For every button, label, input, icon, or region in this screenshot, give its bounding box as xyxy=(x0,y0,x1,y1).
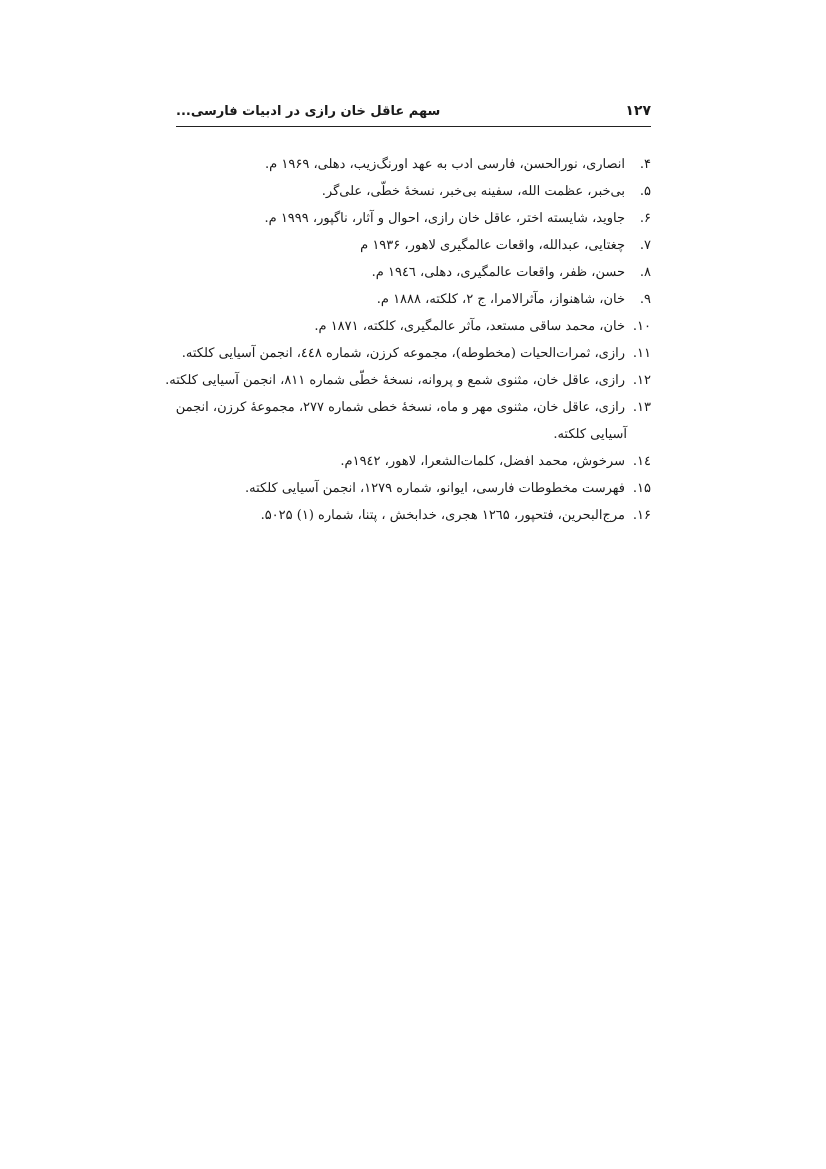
reference-number: ۱۱. xyxy=(632,346,651,361)
reference-number: ۵. xyxy=(639,184,651,199)
reference-text: بی‌خبر، عظمت الله، سفینه بی‌خبر، نسخهٔ خطّی، علی‌گر. xyxy=(321,184,625,199)
reference-item xyxy=(170,286,651,313)
reference-text: انصاری، نورالحسن، فارسی ادب به عهد اورنگ‌زیب، دهلی، ۱۹۶۹ م. xyxy=(265,157,625,172)
page-number: ۱۲۷ xyxy=(625,103,651,119)
reference-text: رازی، عاقل خان، مثنوی شمع و پروانه، نسخهٔ خطّی شماره ۸۱۱، انجمن آسیایی کلکته. xyxy=(165,373,625,388)
reference-number: ۸. xyxy=(639,265,651,280)
reference-number: ۱۵. xyxy=(632,481,651,496)
reference-text: رازی، ثمرات‌الحیات (مخطوطه)، مجموعه کرزن، شماره ٤٤۸، انجمن آسیایی کلکته. xyxy=(181,346,625,361)
reference-number: ۷. xyxy=(639,238,651,253)
reference-number: ۱٤. xyxy=(632,454,651,469)
reference-item xyxy=(170,178,651,205)
reference-text: جاوید، شایسته اختر، عاقل خان رازی، احوال و آثار، ناگپور، ۱۹۹۹ م. xyxy=(264,211,625,226)
bibliography-list xyxy=(165,151,651,529)
reference-item xyxy=(170,205,651,232)
reference-text: فهرست مخطوطات فارسی، ایوانو، شماره ۱۲۷۹، انجمن آسیایی کلکته. xyxy=(244,481,625,496)
reference-text-continuation: آسیایی کلکته. xyxy=(553,427,627,442)
reference-number: ۱۳. xyxy=(632,400,651,415)
reference-text: مرج‌البحرین، فتحپور، ۱۲٦۵ هجری، خدابخش ، پتنا، شماره (۱) ۵۰۲۵. xyxy=(260,508,625,523)
reference-item xyxy=(170,448,651,475)
reference-text: حسن، ظفر، واقعات عالمگیری، دهلی، ۱۹٤٦ م. xyxy=(371,265,625,280)
reference-item xyxy=(170,232,651,259)
reference-text: خان، محمد ساقی مستعد، مآثر عالمگیری، کلکته، ۱۸۷۱ م. xyxy=(314,319,625,334)
reference-item xyxy=(170,502,651,529)
reference-number: ۱۰. xyxy=(632,319,651,334)
reference-item xyxy=(170,313,651,340)
reference-item xyxy=(170,475,651,502)
reference-item xyxy=(165,367,651,394)
reference-number: ۶. xyxy=(639,211,651,226)
reference-text: چغتایی، عبدالله، واقعات عالمگیری لاهور، ۱۹۳۶ م xyxy=(360,238,625,253)
reference-item xyxy=(170,340,651,367)
reference-number: ۱۶. xyxy=(632,508,651,523)
reference-text: سرخوش، محمد افضل، کلمات‌الشعرا، لاهور، ۱۹٤۲م. xyxy=(340,454,625,469)
running-header xyxy=(176,100,651,127)
reference-item xyxy=(170,259,651,286)
reference-item xyxy=(170,151,651,178)
reference-number: ۱۲. xyxy=(632,373,651,388)
reference-number: ۹. xyxy=(639,292,651,307)
running-title: سهم عاقل خان رازی در ادبیات فارسی... xyxy=(176,104,441,119)
reference-item xyxy=(170,394,651,448)
reference-number: ۴. xyxy=(639,157,651,172)
reference-text: خان، شاهنواز، مآثرالامرا، ج ۲، کلکته، ۱۸۸۸ م. xyxy=(376,292,625,307)
reference-text: رازی، عاقل خان، مثنوی مهر و ماه، نسخهٔ خطی شماره ۲۷۷، مجموعهٔ کرزن، انجمن xyxy=(175,400,625,415)
